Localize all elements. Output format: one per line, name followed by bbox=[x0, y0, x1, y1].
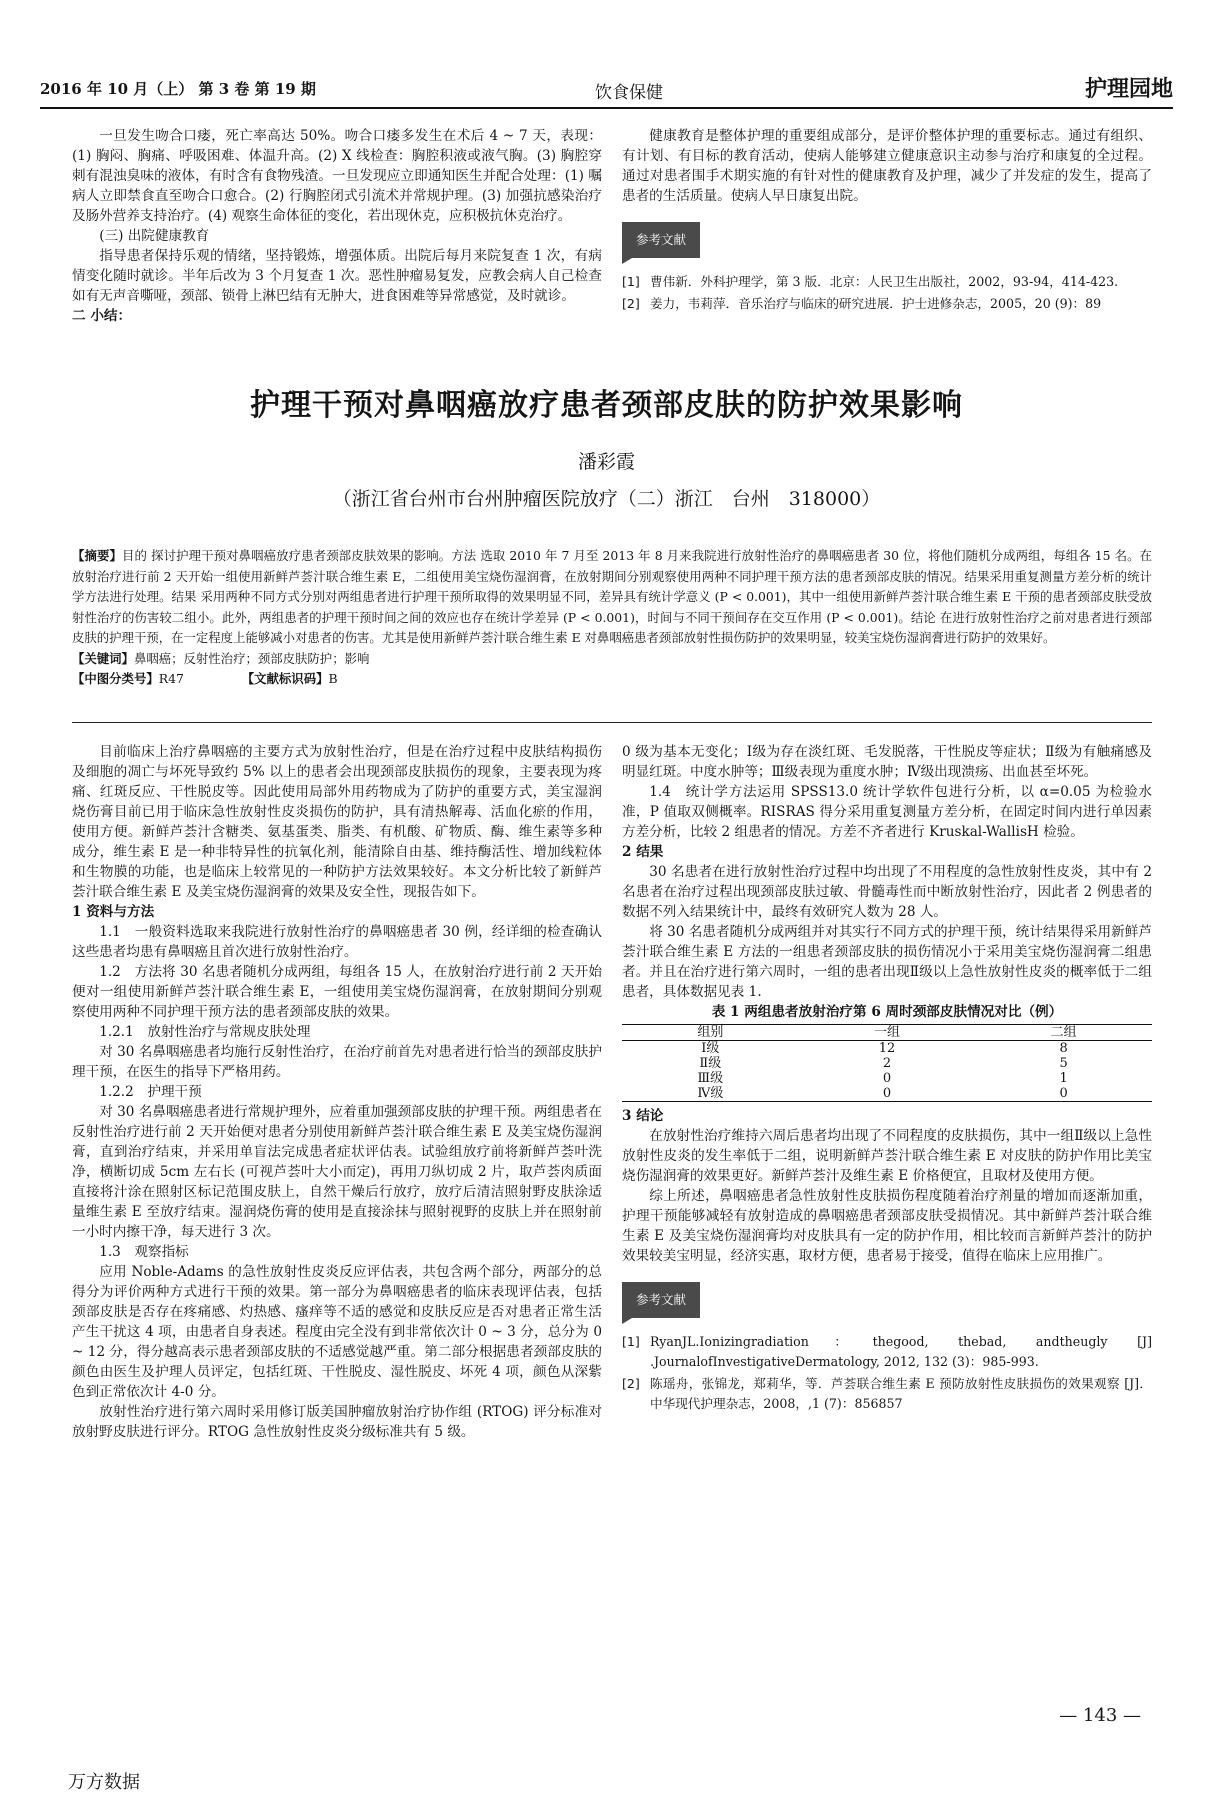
section-heading: 2 结果 bbox=[622, 844, 664, 860]
article-author: 潘彩霞 bbox=[577, 451, 635, 473]
classification-value: R47 bbox=[158, 671, 184, 686]
table-header: 组别 bbox=[622, 1025, 799, 1041]
comparison-table bbox=[622, 1024, 1152, 1102]
section-heading: 1 资料与方法 bbox=[72, 904, 155, 920]
prev-paragraph: 一旦发生吻合口瘘，死亡率高达 50%。吻合口瘘多发生在术后 4 ~ 7 天，表现：(1) 胸闷、胸痛、呼吸困难、体温升高。(2) X 线检查：胸腔积液或液气胸。(3) 胸腔穿刺有混浊臭味的液体，有时含有食物残渣。一旦发现应立即通知医生并配合处理：(1) 嘱病人立即禁食直至吻合口愈合。(2) 行胸腔闭式引流术并常规护理。(3) 加强抗感染治疗及肠外营养支持治疗。(4) 观察生命体征的变化，若出现休克，应积极抗休克治疗。 bbox=[72, 128, 602, 224]
table-row: Ⅱ级 2 5 bbox=[699, 1056, 1068, 1071]
body-paragraph: 0 级为基本无变化；Ⅰ级为存在淡红斑、毛发脱落，干性脱皮等症状；Ⅱ级为有触痛感及明显红斑。中度水肿等；Ⅲ级表现为重度水肿；Ⅳ级出现溃疡、出血甚至坏死。 bbox=[622, 744, 1152, 780]
body-paragraph: 将 30 名患者随机分成两组并对其实行不同方式的护理干预，统计结果得采用新鲜芦荟汁联合维生素 E 方法的一组患者颈部皮肤的损伤情况小于采用美宝烧伤湿润膏二组患者。并且在治疗进行第六周时，一组的患者出现Ⅱ级以上急性放射性皮炎的概率低于二组患者，具体数据见表 1. bbox=[622, 924, 1152, 1000]
keywords-text: 鼻咽癌；反射性治疗；颈部皮肤防护；影响 bbox=[133, 650, 370, 666]
table-row: Ⅲ级 0 1 bbox=[697, 1071, 1068, 1086]
abstract-text: 目的 探讨护理干预对鼻咽癌放疗患者颈部皮肤效果的影响。方法 选取 2010 年 7 月至 2013 年 8 月来我院进行放射性治疗的鼻咽癌患者 30 位，将他们随机分成两组，每组各 15 名。在放射治疗进行前 2 天开始一组使用新鲜芦荟汁联合维生素 E，二组使用美宝烧伤湿润膏，在放射期间分别观察使用两种不同护理干预方法的患者颈部皮肤的情况。结果采用重复测量方差分析的统计学方法进行处理。结果 采用两种不同方式分别对两组患者进行护理干预所取得的效果明显不同，差异具有统计学意义 (P < 0.001)，其中一组使用新鲜芦荟汁联合维生素 E 干预的患者颈部皮肤受放射性治疗的伤害较二组小。此外，两组患者的护理干预时间之间的效应也存在统计学差异 (P < 0.001)，时间与不同干预间存在交互作用 (P < 0.001)。结论 在进行放射性治疗之前对患者进行颈部皮肤的护理干预，在一定程度上能够减小对患者的伤害。尤其是使用新鲜芦荟汁联合维生素 E 对鼻咽癌患者颈部放射性损伤防护的效果明显，较美宝烧伤湿润膏进行防护的效果好。 bbox=[72, 548, 1152, 645]
body-paragraph: 1.2 方法将 30 名患者随机分成两组，每组各 15 人，在放射治疗进行前 2 天开始便对一组使用新鲜芦荟汁联合维生素 E，一组使用美宝烧伤湿润膏，在放射期间分别观察使用两种不同护理干预方法的患者颈部皮肤的效果。 bbox=[72, 964, 602, 1020]
body-paragraph: 1.3 观察指标 bbox=[99, 1244, 189, 1260]
abstract bbox=[72, 546, 1152, 649]
body-paragraph: 对 30 名鼻咽癌患者均施行反射性治疗，在治疗前首先对患者进行恰当的颈部皮肤护理干预，在医生的指导下严格用药。 bbox=[72, 1044, 602, 1080]
body-left-column bbox=[72, 742, 602, 1442]
table-header: 一组 bbox=[799, 1025, 976, 1041]
prev-article-right-column bbox=[622, 126, 1152, 316]
table-header-row bbox=[622, 1025, 1152, 1041]
body-paragraph: 在放射性治疗维持六周后患者均出现了不同程度的皮肤损伤，其中一组Ⅱ级以上急性放射性皮炎的发生率低于二组，说明新鲜芦荟汁联合维生素 E 对皮肤的防护作用比美宝烧伤湿润膏的效果更好。新鲜芦荟汁及维生素 E 价格便宜，且取材及使用方便。 bbox=[622, 1128, 1152, 1184]
header-rule bbox=[40, 107, 1173, 109]
article-title: 护理干预对鼻咽癌放疗患者颈部皮肤的防护效果影响 bbox=[250, 388, 963, 423]
body-right-column bbox=[622, 742, 1152, 1416]
reference-item: [2] 姜力，韦莉萍．音乐治疗与临床的研究进展．护士进修杂志，2005，20 (9)：89 bbox=[622, 296, 1102, 311]
body-paragraph: 1.4 统计学方法运用 SPSS13.0 统计学软件包进行分析，以 α=0.05 为检验水准，P 值取双侧概率。RISRAS 得分采用重复测量方差分析，在固定时间内进行单因素方差分析，比较 2 组患者的情况。方差不齐者进行 Kruskal-WallisH 检验。 bbox=[622, 784, 1152, 840]
prev-subheading: (三) 出院健康教育 bbox=[99, 228, 210, 244]
author-affiliation: （浙江省台州市台州肿瘤医院放疗（二）浙江 台州 318000） bbox=[332, 488, 881, 510]
section-name: 护理园地 bbox=[1084, 77, 1173, 102]
prev-paragraph: 指导患者保持乐观的情绪，坚持锻炼，增强体质。出院后每月来院复查 1 次，有病情变化随时就诊。半年后改为 3 个月复查 1 次。恶性肿瘤易复发，应教会病人自己检查如有无声音嘶哑，颈部、锁骨上淋巴结有无肿大，进食困难等异常感觉，及时就诊。 bbox=[72, 248, 602, 304]
abstract-label: 【摘要】 bbox=[72, 548, 123, 563]
body-paragraph: 应用 Noble-Adams 的急性放射性皮炎反应评估表，共包含两个部分，两部分的总得分为评价两种方式进行干预的效果。第一部分为鼻咽癌患者的临床表现评估表，包括颈部皮肤是否存在疼痛感、灼热感、瘙痒等不适的感觉和皮肤反应是否对患者正常生活产生干扰这 4 项，由患者自身表述。程度由完全没有到非常依次计 0 ~ 3 分，总分为 0 ~ 12 分，得分越高表示患者颈部皮肤的不适感觉越严重。第二部分根据患者颈部皮肤的颜色由医生及护理人员评定，包括红斑、干性脱皮、湿性脱皮、坏死 4 项，颜色从深紫色到正常依次计 4-0 分。 bbox=[72, 1264, 602, 1400]
body-paragraph: 30 名患者在进行放射性治疗过程中均出现了不用程度的急性放射性皮炎，其中有 2 名患者在治疗过程出现颈部皮肤过敏、骨髓毒性而中断放射性治疗，因此者 2 例患者的数据不列入结果统计中，最终有效研究人数为 28 人。 bbox=[622, 864, 1152, 920]
reference-item: [1] 曹伟新．外科护理学，第 3 版．北京：人民卫生出版社，2002，93-94，414-423. bbox=[622, 274, 1119, 289]
reference-item: [1] RyanJL.Ionizingradiation：thegood, thebad, andtheugly [J] .JournalofInvestigativeDermatology, 2012, 132 (3)：985-993. bbox=[622, 1334, 1152, 1369]
prev-paragraph: 健康教育是整体护理的重要组成部分，是评价整体护理的重要标志。通过有组织、有计划、有目标的教育活动，使病人能够建立健康意识主动参与治疗和康复的全过程。通过对患者围手术期实施的有针对性的健康教育及护理，减少了并发症的发生，提高了患者的生活质量。使病人早日康复出院。 bbox=[622, 128, 1152, 204]
abstract-block bbox=[72, 546, 1152, 690]
classification-label: 【中图分类号】 bbox=[72, 671, 159, 686]
abstract-rule bbox=[72, 722, 1152, 723]
references-label: 参考文献 bbox=[622, 222, 700, 258]
body-paragraph: 综上所述，鼻咽癌患者急性放射性皮肤损伤程度随着治疗剂量的增加而逐渐加重，护理干预能够减轻有放射造成的鼻咽癌患者颈部皮肤受损情况。其中新鲜芦荟汁联合维生素 E 及美宝烧伤湿润膏均对皮肤具有一定的防护作用，相比较而言新鲜芦荟汁的防护效果较美宝明显，经济实惠，取材方便，患者易于接受，值得在临床上应用推广。 bbox=[622, 1188, 1152, 1264]
table-caption: 表 1 两组患者放射治疗第 6 周时颈部皮肤情况对比（例） bbox=[711, 1004, 1063, 1020]
document-code-label: 【文献标识码】 bbox=[241, 671, 329, 686]
table-header: 二组 bbox=[975, 1025, 1152, 1041]
section-heading: 3 结论 bbox=[622, 1108, 664, 1124]
body-paragraph: 1.1 一般资料选取来我院进行放射性治疗的鼻咽癌患者 30 例，经详细的检查确认这些患者均患有鼻咽癌且首次进行放射性治疗。 bbox=[72, 924, 602, 960]
footer-watermark: 万方数据 bbox=[68, 1772, 140, 1793]
journal-name: 饮食保健 bbox=[595, 83, 663, 103]
body-paragraph: 放射性治疗进行第六周时采用修订版美国肿瘤放射治疗协作组 (RTOG) 评分标准对放射野皮肤进行评分。RTOG 急性放射性皮炎分级标准共有 5 级。 bbox=[72, 1404, 602, 1440]
body-paragraph: 1.2.1 放射性治疗与常规皮肤处理 bbox=[99, 1024, 311, 1040]
reference-item: [2] 陈瑶舟，张锦龙，郑莉华，等．芦荟联合维生素 E 预防放射性皮肤损伤的效果观察 [J]．中华现代护理杂志，2008，,1 (7)：856857 bbox=[622, 1376, 1152, 1411]
page-number: — 143 — bbox=[1059, 1705, 1141, 1726]
body-paragraph: 对 30 名鼻咽癌患者进行常规护理外，应着重加强颈部皮肤的护理干预。两组患者在反射性治疗进行前 2 天开始便对患者分别使用新鲜芦荟汁联合维生素 E 及美宝烧伤湿润膏，直到治疗结束，并采用单盲法完成患者症状评估表。试验组放疗前将新鲜芦荟叶洗净，横断切成 5cm 左右长 (可视芦荟叶大小而定)，再用刀纵切成 2 片，取芦荟肉质面直接将汁涂在照射区标记范围皮肤上，自然干燥后行放疗，放疗后清洁照射野皮肤涂适量维生素 E 至放疗结束。湿润烧伤膏的使用是直接涂抹与照射视野的皮肤上并在照射前一小时内擦干净，每天进行 3 次。 bbox=[72, 1104, 602, 1240]
prev-article-left-column bbox=[72, 126, 602, 326]
table-row: Ⅳ级 0 0 bbox=[622, 1086, 1152, 1102]
issue-date: 2016 年 10 月（上） 第 3 卷 第 19 期 bbox=[40, 80, 316, 98]
keywords-label: 【关键词】 bbox=[72, 650, 134, 666]
body-paragraph: 1.2.2 护理干预 bbox=[99, 1084, 202, 1100]
table-row: Ⅰ级 12 8 bbox=[701, 1041, 1068, 1056]
body-paragraph: 目前临床上治疗鼻咽癌的主要方式为放射性治疗，但是在治疗过程中皮肤结构损伤及细胞的凋亡与坏死导致约 5% 以上的患者会出现颈部皮肤损伤的现象，主要表现为疼痛、红斑反应、干性脱皮等。因此使用局部外用药物成为了防护的重要方式，美宝湿润烧伤膏目前已用于临床急性放射性皮炎损伤的防护，具有清热解毒、活血化瘀的作用，使用方便。新鲜芦荟汁含糖类、氨基蛋类、脂类、有机酸、矿物质、酶、维生素等多种成分，维生素 E 是一种非特异性的抗氧化剂，能清除自由基、维持酶活性、增加线粒体和生物膜的功能，也是临床上较常见的一种防护方法效果较好。本文分析比较了新鲜芦荟汁联合维生素 E 及美宝烧伤湿润膏的效果及安全性，现报告如下。 bbox=[72, 744, 602, 900]
keywords bbox=[72, 649, 1152, 670]
references-label: 参考文献 bbox=[622, 1282, 700, 1318]
document-code-value: B bbox=[328, 671, 338, 686]
running-header bbox=[40, 72, 1173, 106]
classification bbox=[72, 669, 1152, 690]
prev-section-heading: 二 小结： bbox=[72, 308, 132, 324]
